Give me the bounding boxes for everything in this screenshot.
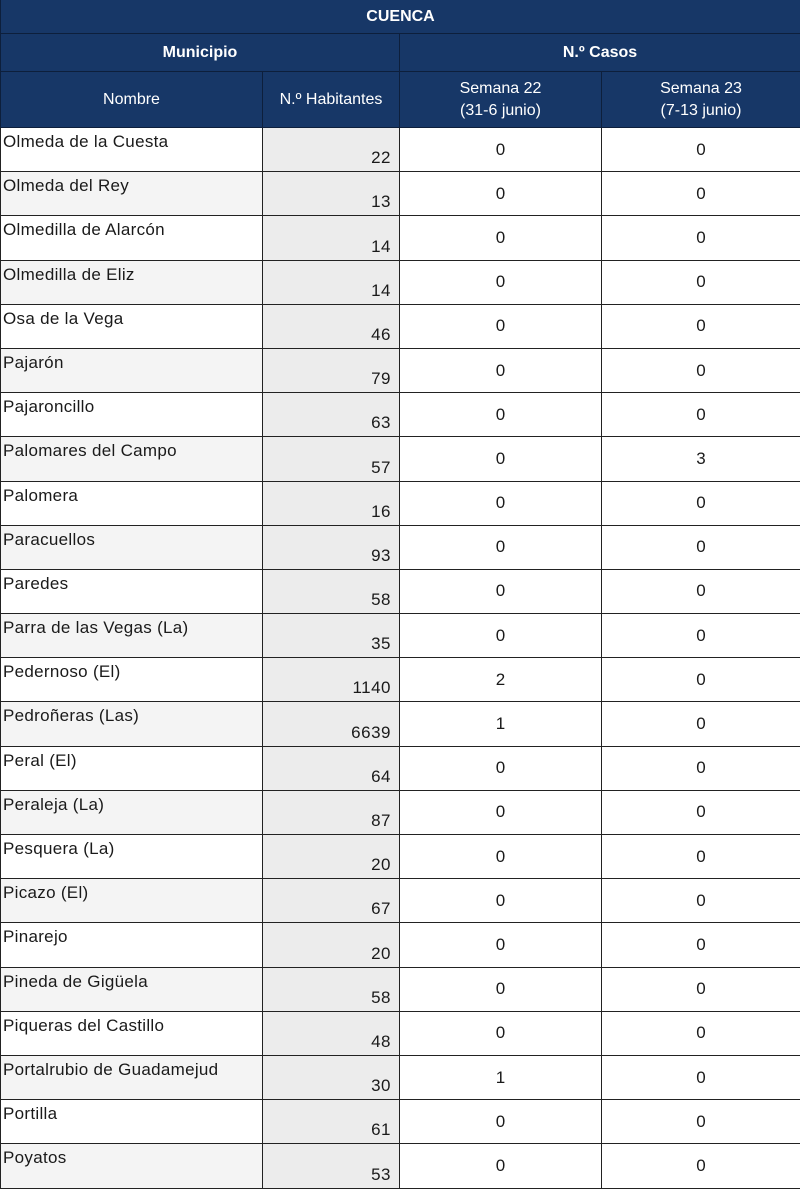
semana-22-range: (31-6 junio) <box>460 102 541 119</box>
semana-23-cases: 0 <box>602 614 800 658</box>
semana-22-cases: 1 <box>400 702 602 746</box>
habitantes-value: 1140 <box>263 658 400 702</box>
municipio-name: Pedernoso (El) <box>1 658 263 702</box>
municipio-name: Pineda de Gigüela <box>1 967 263 1011</box>
semana-23-cases: 0 <box>602 481 800 525</box>
municipio-name: Palomares del Campo <box>1 437 263 481</box>
municipio-name: Picazo (El) <box>1 879 263 923</box>
semana-23-cases: 0 <box>602 172 800 216</box>
column-header-semana-23 <box>602 72 800 128</box>
table-row <box>1 304 800 348</box>
semana-23-cases: 0 <box>602 658 800 702</box>
column-header-habitantes: N.º Habitantes <box>263 72 400 128</box>
table-row <box>1 393 800 437</box>
municipio-name: Portilla <box>1 1100 263 1144</box>
semana-23-cases: 0 <box>602 879 800 923</box>
semana-22-cases: 0 <box>400 1011 602 1055</box>
municipio-name: Pinarejo <box>1 923 263 967</box>
table-row <box>1 172 800 216</box>
semana-22-cases: 0 <box>400 525 602 569</box>
group-header-casos: N.º Casos <box>400 34 800 72</box>
semana-22-cases: 2 <box>400 658 602 702</box>
semana-22-cases: 0 <box>400 216 602 260</box>
semana-22-cases: 0 <box>400 746 602 790</box>
semana-22-cases: 1 <box>400 1055 602 1099</box>
table-row <box>1 525 800 569</box>
habitantes-value: 13 <box>263 172 400 216</box>
semana-23-cases: 0 <box>602 348 800 392</box>
habitantes-value: 20 <box>263 835 400 879</box>
table-row <box>1 702 800 746</box>
semana-22-cases: 0 <box>400 304 602 348</box>
habitantes-value: 6639 <box>263 702 400 746</box>
semana-22-cases: 0 <box>400 481 602 525</box>
habitantes-value: 93 <box>263 525 400 569</box>
semana-22-cases: 0 <box>400 614 602 658</box>
table-row <box>1 1144 800 1188</box>
habitantes-value: 46 <box>263 304 400 348</box>
semana-23-cases: 0 <box>602 1100 800 1144</box>
habitantes-value: 22 <box>263 128 400 172</box>
habitantes-value: 14 <box>263 216 400 260</box>
municipio-name: Paracuellos <box>1 525 263 569</box>
municipio-name: Olmedilla de Eliz <box>1 260 263 304</box>
habitantes-value: 53 <box>263 1144 400 1188</box>
semana-23-cases: 0 <box>602 393 800 437</box>
table-row <box>1 569 800 613</box>
group-header-municipio: Municipio <box>1 34 400 72</box>
semana-23-cases: 0 <box>602 304 800 348</box>
semana-23-label: Semana 23 <box>660 80 742 97</box>
semana-22-label: Semana 22 <box>460 80 542 97</box>
semana-22-cases: 0 <box>400 393 602 437</box>
table-row <box>1 1100 800 1144</box>
column-header-nombre: Nombre <box>1 72 263 128</box>
semana-22-cases: 0 <box>400 967 602 1011</box>
semana-22-cases: 0 <box>400 1100 602 1144</box>
semana-23-cases: 0 <box>602 1011 800 1055</box>
semana-22-cases: 0 <box>400 172 602 216</box>
habitantes-value: 16 <box>263 481 400 525</box>
semana-23-cases: 0 <box>602 525 800 569</box>
habitantes-value: 61 <box>263 1100 400 1144</box>
semana-23-cases: 0 <box>602 702 800 746</box>
table-title: CUENCA <box>1 0 800 34</box>
municipio-name: Peral (El) <box>1 746 263 790</box>
semana-23-range: (7-13 junio) <box>661 102 742 119</box>
table-row <box>1 746 800 790</box>
semana-22-cases: 0 <box>400 128 602 172</box>
semana-23-cases: 0 <box>602 1055 800 1099</box>
semana-22-cases: 0 <box>400 569 602 613</box>
semana-22-cases: 0 <box>400 1144 602 1188</box>
municipio-name: Pajaroncillo <box>1 393 263 437</box>
municipio-name: Piqueras del Castillo <box>1 1011 263 1055</box>
municipio-name: Portalrubio de Guadamejud <box>1 1055 263 1099</box>
habitantes-value: 79 <box>263 348 400 392</box>
table-row <box>1 481 800 525</box>
habitantes-value: 14 <box>263 260 400 304</box>
table-row <box>1 260 800 304</box>
semana-22-cases: 0 <box>400 260 602 304</box>
table-row <box>1 923 800 967</box>
municipio-name: Pedroñeras (Las) <box>1 702 263 746</box>
habitantes-value: 67 <box>263 879 400 923</box>
semana-23-cases: 0 <box>602 569 800 613</box>
semana-22-cases: 0 <box>400 923 602 967</box>
semana-23-cases: 0 <box>602 923 800 967</box>
semana-23-cases: 3 <box>602 437 800 481</box>
semana-23-cases: 0 <box>602 967 800 1011</box>
table-row <box>1 348 800 392</box>
table-row <box>1 790 800 834</box>
column-header-semana-22 <box>400 72 602 128</box>
habitantes-value: 64 <box>263 746 400 790</box>
municipio-name: Palomera <box>1 481 263 525</box>
table-row <box>1 128 800 172</box>
municipio-name: Pesquera (La) <box>1 835 263 879</box>
habitantes-value: 48 <box>263 1011 400 1055</box>
table-row <box>1 879 800 923</box>
semana-23-cases: 0 <box>602 260 800 304</box>
semana-23-cases: 0 <box>602 790 800 834</box>
semana-23-cases: 0 <box>602 128 800 172</box>
municipio-name: Olmedilla de Alarcón <box>1 216 263 260</box>
municipio-name: Poyatos <box>1 1144 263 1188</box>
table-body <box>1 128 800 1189</box>
table-row <box>1 1055 800 1099</box>
table-row <box>1 614 800 658</box>
table-row <box>1 1011 800 1055</box>
habitantes-value: 20 <box>263 923 400 967</box>
habitantes-value: 87 <box>263 790 400 834</box>
table-row <box>1 835 800 879</box>
municipio-name: Peraleja (La) <box>1 790 263 834</box>
habitantes-value: 58 <box>263 967 400 1011</box>
habitantes-value: 57 <box>263 437 400 481</box>
municipio-name: Parra de las Vegas (La) <box>1 614 263 658</box>
table-row <box>1 967 800 1011</box>
habitantes-value: 58 <box>263 569 400 613</box>
table-row <box>1 216 800 260</box>
municipio-name: Osa de la Vega <box>1 304 263 348</box>
habitantes-value: 30 <box>263 1055 400 1099</box>
municipio-name: Olmeda del Rey <box>1 172 263 216</box>
semana-22-cases: 0 <box>400 348 602 392</box>
semana-23-cases: 0 <box>602 216 800 260</box>
habitantes-value: 35 <box>263 614 400 658</box>
municipio-name: Paredes <box>1 569 263 613</box>
municipio-name: Olmeda de la Cuesta <box>1 128 263 172</box>
table-row <box>1 437 800 481</box>
semana-23-cases: 0 <box>602 1144 800 1188</box>
semana-22-cases: 0 <box>400 790 602 834</box>
semana-22-cases: 0 <box>400 437 602 481</box>
semana-23-cases: 0 <box>602 835 800 879</box>
semana-22-cases: 0 <box>400 835 602 879</box>
semana-23-cases: 0 <box>602 746 800 790</box>
habitantes-value: 63 <box>263 393 400 437</box>
table-row <box>1 658 800 702</box>
semana-22-cases: 0 <box>400 879 602 923</box>
municipio-name: Pajarón <box>1 348 263 392</box>
